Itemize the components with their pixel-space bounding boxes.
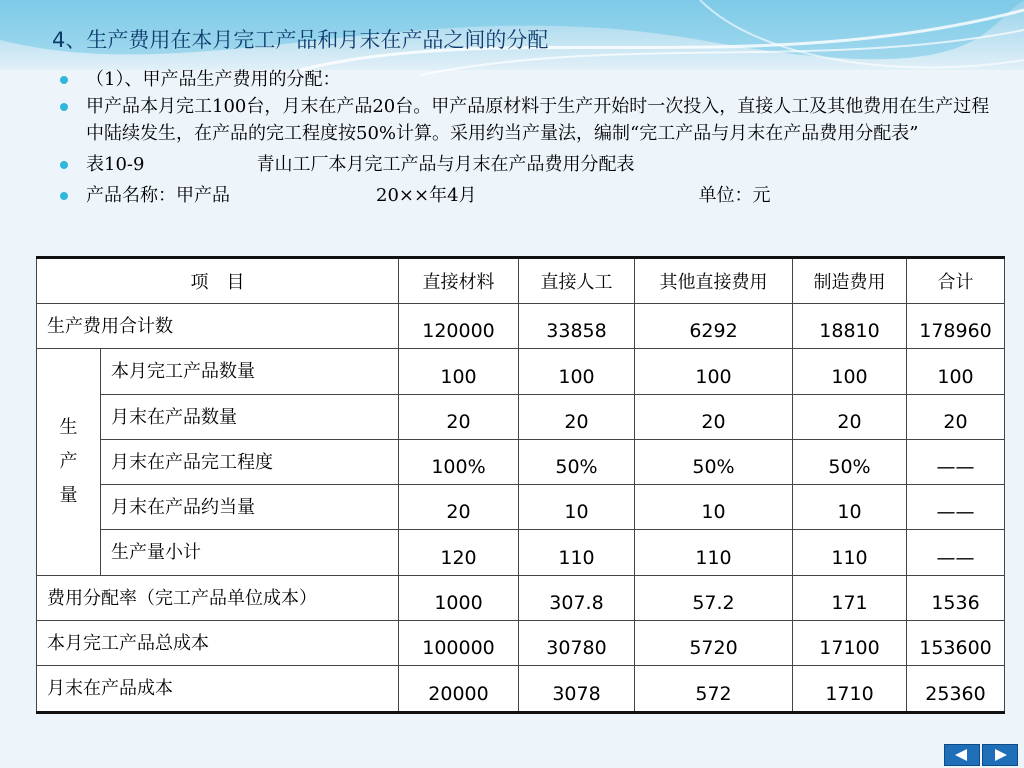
table-number: 表10-9 (86, 154, 145, 175)
table-header-row (37, 258, 1005, 304)
cell-total: 153600 (907, 621, 1005, 666)
cell-material: 1000 (399, 575, 519, 620)
cell-overhead: 17100 (793, 621, 907, 666)
cell-total: 100 (907, 349, 1005, 394)
row-label: 生产费用合计数 (37, 304, 399, 349)
row-label: 费用分配率（完工产品单位成本） (37, 575, 399, 620)
group-label-char: 产 (59, 451, 78, 473)
cell-material: 120 (399, 530, 519, 575)
header-total: 合计 (907, 258, 1005, 304)
cell-material: 100% (399, 439, 519, 484)
bullet-text: （1）、甲产品生产费用的分配： (86, 69, 341, 90)
group-label-output (37, 349, 101, 575)
table-row (37, 439, 1005, 484)
bullet-item (58, 182, 993, 209)
table-caption: 青山工厂本月完工产品与月末在产品费用分配表 (256, 154, 635, 175)
table-row (37, 304, 1005, 349)
cell-total: 25360 (907, 666, 1005, 713)
cell-other: 50% (635, 439, 793, 484)
cell-total: —— (907, 439, 1005, 484)
cell-material: 20 (399, 394, 519, 439)
row-label: 月末在产品约当量 (101, 485, 399, 530)
triangle-left-icon (955, 749, 967, 761)
cell-other: 572 (635, 666, 793, 713)
bullet-item (58, 151, 993, 178)
group-label-char: 生 (59, 417, 78, 439)
cell-labor: 30780 (519, 621, 635, 666)
cell-material: 20000 (399, 666, 519, 713)
cell-total: —— (907, 530, 1005, 575)
cell-overhead: 110 (793, 530, 907, 575)
cell-overhead: 20 (793, 394, 907, 439)
cell-overhead: 1710 (793, 666, 907, 713)
bullet-dot-icon (60, 103, 68, 111)
currency-unit: 单位：元 (698, 185, 771, 206)
cell-labor: 10 (519, 485, 635, 530)
bullet-item (58, 66, 993, 93)
period-date: 20××年4月 (376, 185, 477, 206)
cell-overhead: 10 (793, 485, 907, 530)
cell-labor: 3078 (519, 666, 635, 713)
row-label: 月末在产品完工程度 (101, 439, 399, 484)
product-name: 产品名称：甲产品 (86, 185, 230, 206)
bullet-text: 甲产品本月完工100台，月末在产品20台。甲产品原材料于生产开始时一次投入，直接人工及其他费用在生产过程中陆续发生，在产品的完工程度按50%计算。采用约当产量法，编制“完工产品与月末在产品费用分配表” (86, 96, 990, 144)
header-labor: 直接人工 (519, 258, 635, 304)
header-material: 直接材料 (399, 258, 519, 304)
cell-total: 20 (907, 394, 1005, 439)
header-other: 其他直接费用 (635, 258, 793, 304)
cell-overhead: 50% (793, 439, 907, 484)
cell-other: 6292 (635, 304, 793, 349)
cell-other: 110 (635, 530, 793, 575)
bullet-dot-icon (60, 76, 68, 84)
bullet-list (58, 66, 993, 213)
cell-overhead: 100 (793, 349, 907, 394)
header-item: 项 目 (37, 258, 399, 304)
cell-other: 10 (635, 485, 793, 530)
cell-total: —— (907, 485, 1005, 530)
table-row (37, 530, 1005, 575)
table-row (37, 485, 1005, 530)
cell-other: 100 (635, 349, 793, 394)
cell-material: 100000 (399, 621, 519, 666)
cell-overhead: 18810 (793, 304, 907, 349)
cell-other: 5720 (635, 621, 793, 666)
row-label: 本月完工产品总成本 (37, 621, 399, 666)
bullet-dot-icon (60, 192, 68, 200)
row-label: 月末在产品数量 (101, 394, 399, 439)
row-label: 本月完工产品数量 (101, 349, 399, 394)
cell-material: 120000 (399, 304, 519, 349)
cell-labor: 110 (519, 530, 635, 575)
cost-allocation-table (36, 256, 1005, 714)
table-row (37, 349, 1005, 394)
cell-labor: 307.8 (519, 575, 635, 620)
bullet-dot-icon (60, 161, 68, 169)
table-row (37, 394, 1005, 439)
cell-total: 1536 (907, 575, 1005, 620)
cell-material: 100 (399, 349, 519, 394)
cell-other: 57.2 (635, 575, 793, 620)
cell-other: 20 (635, 394, 793, 439)
triangle-right-icon (995, 749, 1007, 761)
cell-labor: 50% (519, 439, 635, 484)
header-overhead: 制造费用 (793, 258, 907, 304)
cell-labor: 20 (519, 394, 635, 439)
cell-material: 20 (399, 485, 519, 530)
bullet-item (58, 93, 993, 147)
row-label: 月末在产品成本 (37, 666, 399, 713)
cell-total: 178960 (907, 304, 1005, 349)
cell-overhead: 171 (793, 575, 907, 620)
cell-labor: 100 (519, 349, 635, 394)
table-row (37, 621, 1005, 666)
row-label: 生产量小计 (101, 530, 399, 575)
table-row (37, 666, 1005, 713)
previous-slide-button[interactable] (944, 744, 980, 766)
table-row (37, 575, 1005, 620)
cell-labor: 33858 (519, 304, 635, 349)
group-label-char: 量 (59, 485, 78, 507)
next-slide-button[interactable] (982, 744, 1018, 766)
slide-title: 4、生产费用在本月完工产品和月末在产品之间的分配 (52, 28, 549, 52)
